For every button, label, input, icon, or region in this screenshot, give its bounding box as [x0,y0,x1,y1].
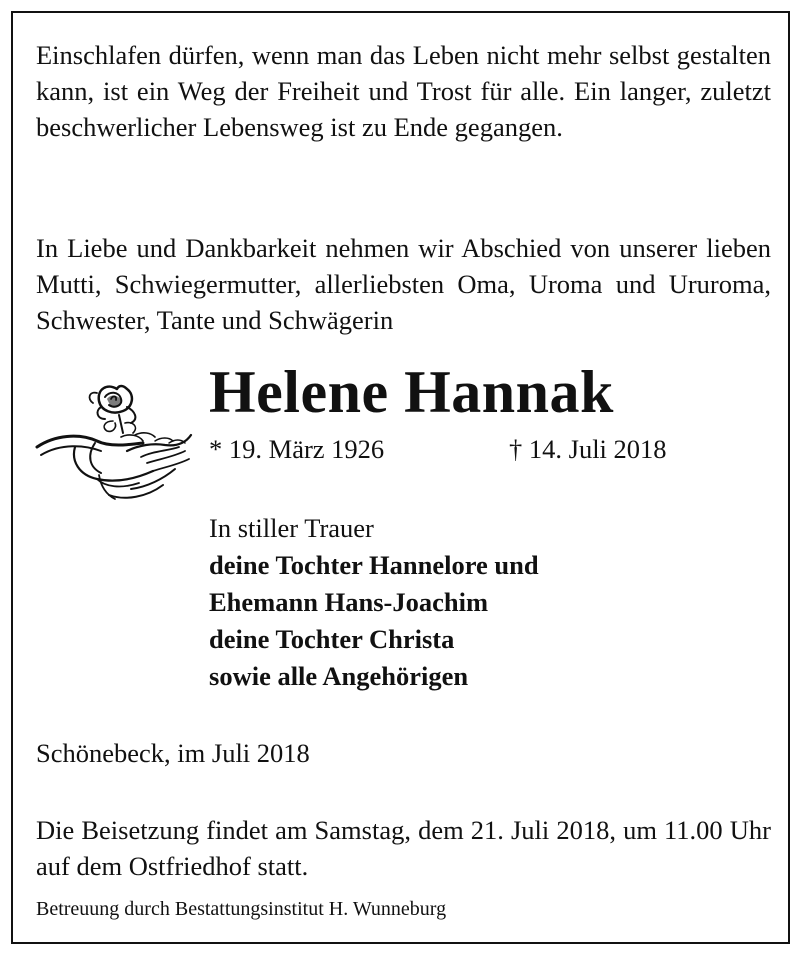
mourner-line: deine Tochter Hannelore und [209,550,539,580]
funeral-notice: Die Beisetzung findet am Samstag, dem 21. Juli 2018, um 11.00 Uhr auf dem Ostfriedhof statt. [36,815,771,881]
hands-holding-rose-icon [35,371,195,511]
birth-date: * 19. März 1926 [209,434,385,464]
mourner-line: Ehemann Hans-Joachim [209,587,489,617]
place-date: Schönebeck, im Juli 2018 [36,738,310,768]
deceased-name: Helene Hannak [209,359,614,425]
mourner-line: deine Tochter Christa [209,624,455,654]
farewell-paragraph: In Liebe und Dankbarkeit nehmen wir Abschied von unserer lieben Mutti, Schwiegermutter, allerliebsten Oma, Uroma und Ururoma, Schwester, Tante und Schwägerin [36,233,771,335]
obituary-frame [11,11,790,944]
death-date: † 14. Juli 2018 [509,434,667,464]
mourners-intro: In stiller Trauer [209,513,374,543]
undertaker-credit: Betreuung durch Bestattungsinstitut H. Wunneburg [36,898,447,920]
mourners-block [209,510,539,695]
mourner-line: sowie alle Angehörigen [209,661,469,691]
intro-paragraph: Einschlafen dürfen, wenn man das Leben nicht mehr selbst gestalten kann, ist ein Weg der Freiheit und Trost für alle. Ein langer, zuletzt beschwerlicher Lebensweg ist zu Ende gegangen. [36,40,771,142]
